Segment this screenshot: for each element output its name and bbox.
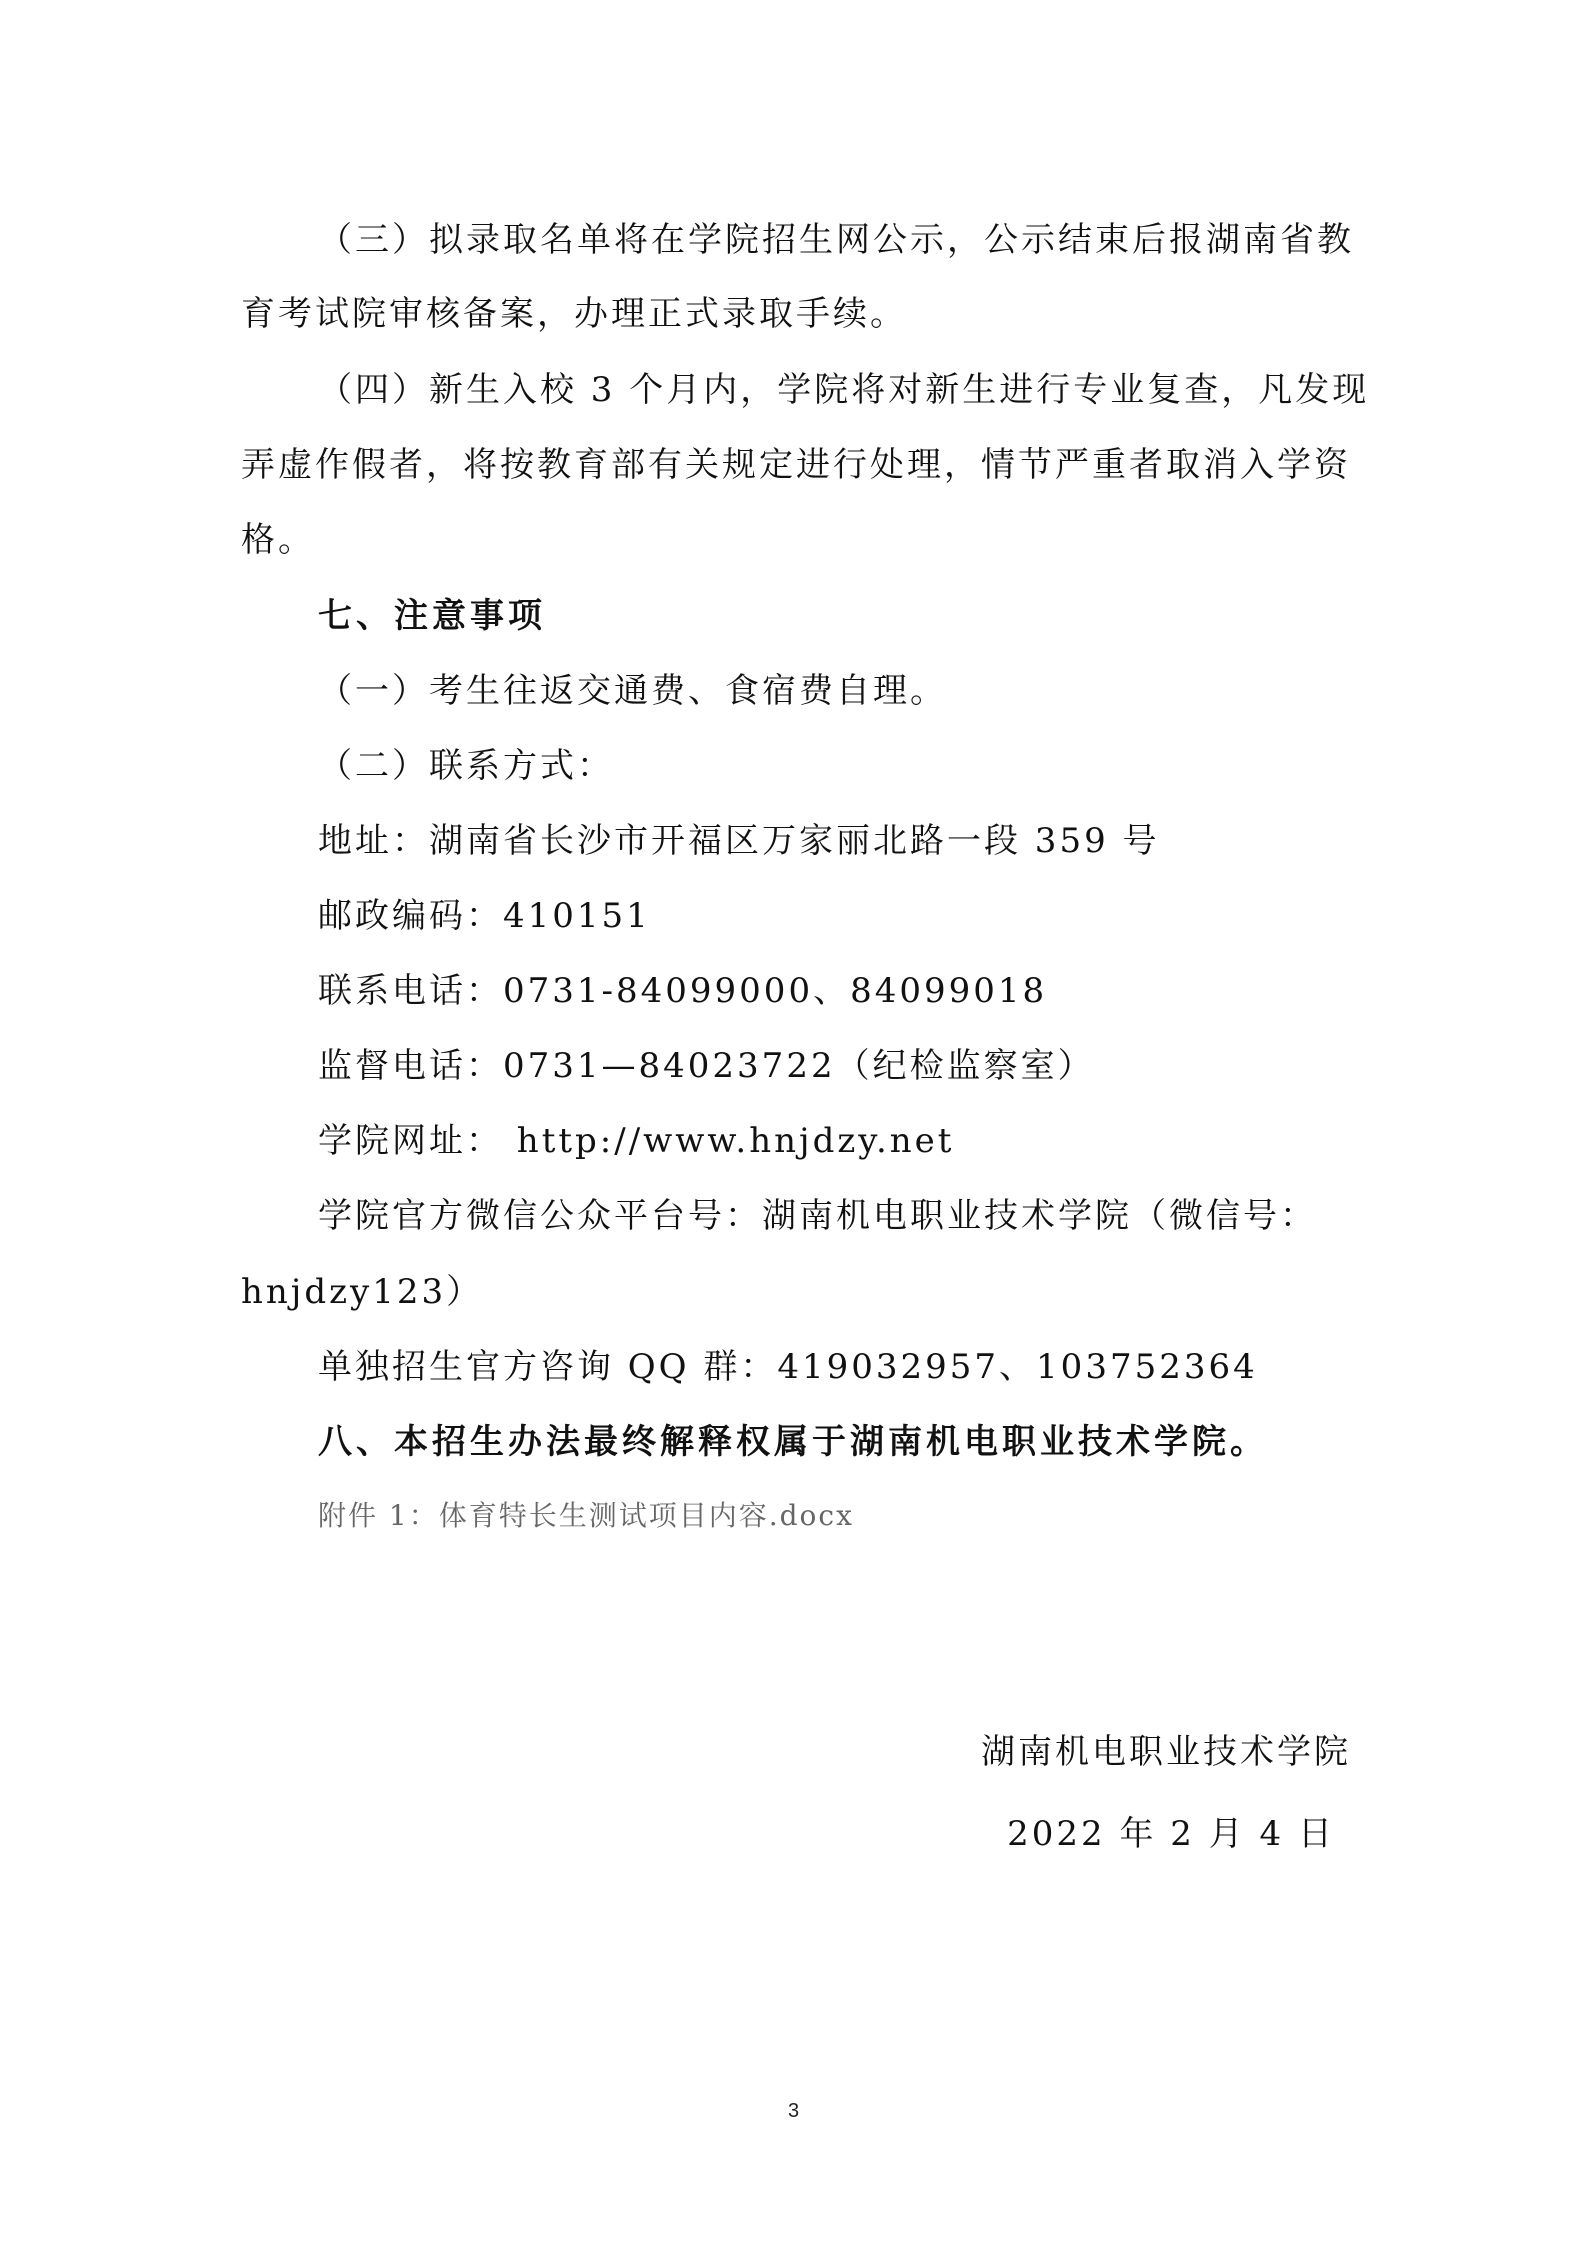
section-7-heading: 七、注意事项	[318, 596, 546, 636]
contact-wechat-line-1: 学院官方微信公众平台号：湖南机电职业技术学院（微信号：	[318, 1196, 1317, 1236]
attachment-link[interactable]: 附件 1：体育特长生测试项目内容.docx	[318, 1499, 854, 1532]
section-7-item-1: （一）考生往返交通费、食宿费自理。	[318, 671, 947, 711]
contact-phone: 联系电话：0731-84099000、84099018	[318, 971, 1048, 1011]
contact-supervision-phone: 监督电话：0731—84023722（纪检监察室）	[318, 1046, 1095, 1086]
contact-address: 地址：湖南省长沙市开福区万家丽北路一段 359 号	[318, 821, 1160, 861]
contact-wechat-line-2: hnjdzy123）	[241, 1272, 484, 1312]
paragraph-4-line-3: 格。	[241, 520, 315, 560]
contact-postcode: 邮政编码：410151	[318, 896, 651, 936]
section-7-item-2: （二）联系方式：	[318, 746, 614, 786]
paragraph-4-line-1: （四）新生入校 3 个月内，学院将对新生进行专业复查，凡发现	[318, 370, 1370, 410]
paragraph-3-line-2: 育考试院审核备案，办理正式录取手续。	[241, 294, 907, 334]
signature-institution: 湖南机电职业技术学院	[981, 1732, 1351, 1772]
paragraph-3-line-1: （三）拟录取名单将在学院招生网公示，公示结束后报湖南省教	[318, 220, 1354, 260]
section-8-heading: 八、本招生办法最终解释权属于湖南机电职业技术学院。	[318, 1422, 1268, 1462]
paragraph-4-line-2: 弄虚作假者，将按教育部有关规定进行处理，情节严重者取消入学资	[241, 445, 1351, 485]
contact-qq-group: 单独招生官方咨询 QQ 群：419032957、103752364	[318, 1347, 1258, 1387]
page-number: 3	[787, 2100, 800, 2122]
signature-date: 2022 年 2 月 4 日	[1007, 1814, 1335, 1854]
contact-website[interactable]: 学院网址： http://www.hnjdzy.net	[318, 1121, 955, 1161]
